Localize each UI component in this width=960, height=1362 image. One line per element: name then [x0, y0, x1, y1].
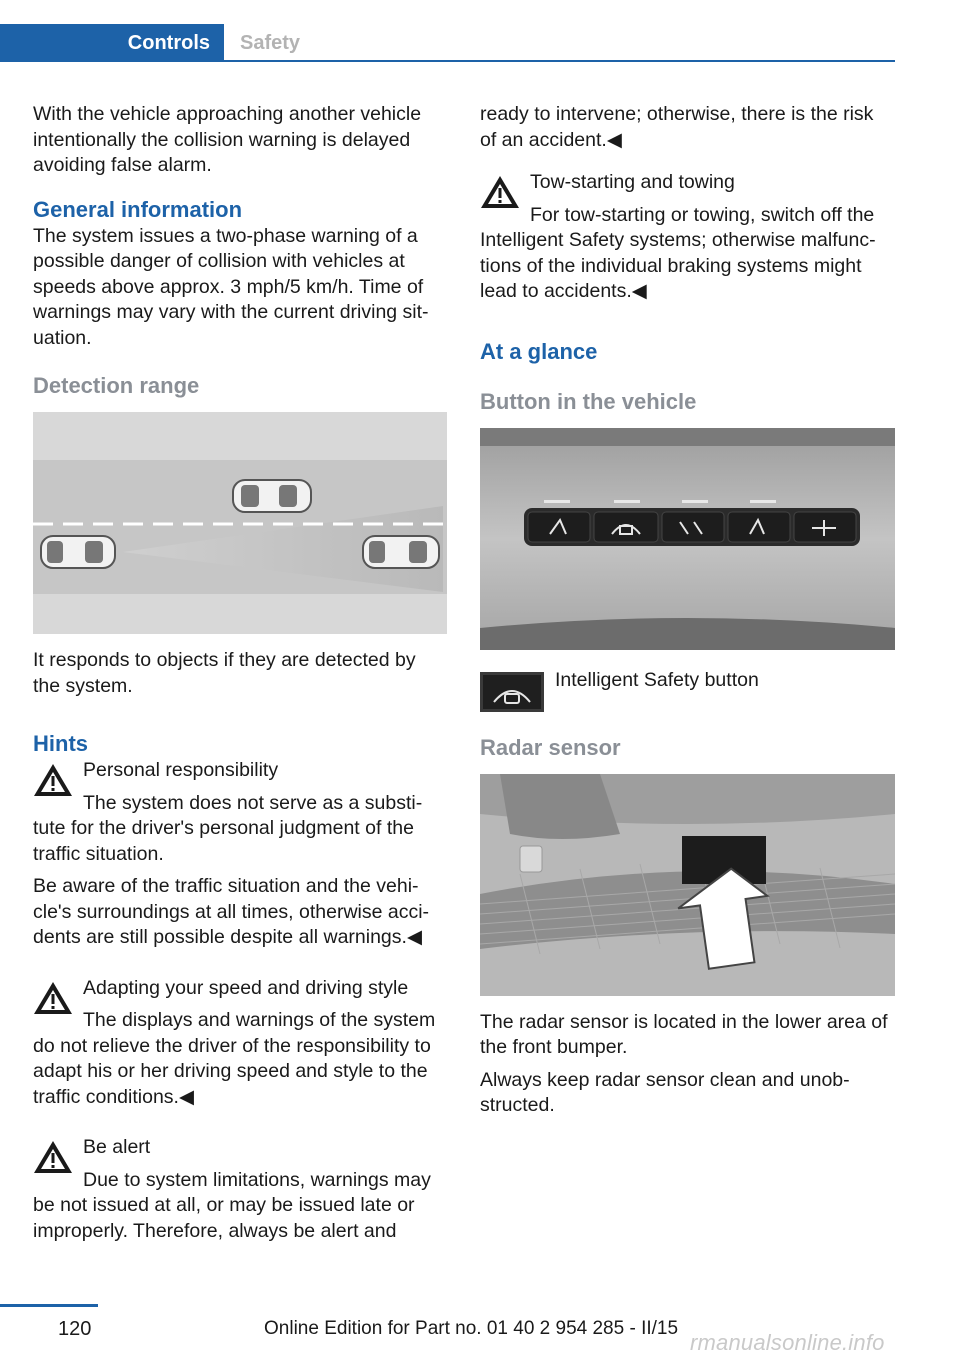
warning-adapting-speed — [33, 976, 445, 1111]
page-number: 120 — [58, 1318, 92, 1340]
button-heading: Button in the vehicle — [480, 388, 697, 414]
warning-text: Due to system limitations, warnings may be not issued at all, or may be issued late or improperly. Therefore, always be alert and — [33, 1168, 431, 1242]
hints-heading: Hints — [33, 731, 88, 756]
warning-text: The system does not serve as a substi‐tute for the driver's personal judgment of the traffic situation. — [33, 791, 423, 865]
general-heading: General information — [33, 196, 243, 222]
warning-triangle-icon — [33, 762, 73, 798]
intelligent-safety-button-icon — [480, 672, 544, 712]
warning-title: Personal responsibility — [83, 759, 279, 781]
tab-safety[interactable]: Safety — [240, 32, 301, 54]
watermark: rmanualsonline.info — [690, 1330, 885, 1355]
at-a-glance-heading: At a glance — [480, 338, 598, 364]
header-tabbar — [0, 24, 895, 62]
footer-rule — [0, 1304, 98, 1307]
warning-triangle-icon — [33, 1139, 73, 1175]
intro-paragraph: With the vehicle approaching another vehicle intentionally the collision warning is delayed avoiding false alarm. — [33, 103, 422, 176]
warning-triangle-icon — [33, 980, 73, 1016]
warning-text-2: Be aware of the traffic situation and the vehi‐cle's surroundings at all times, otherwise acci‐dents are still possible despite all warnings.◀ — [33, 875, 430, 948]
detection-heading: Detection range — [33, 373, 200, 398]
detection-caption: It responds to objects if they are detected by the system. — [33, 649, 416, 697]
detection-range-figure — [33, 412, 447, 634]
warning-personal-responsibility — [33, 758, 445, 951]
warning-triangle-icon — [480, 174, 520, 210]
radar-paragraph-1: The radar sensor is located in the lower area of the front bumper. — [480, 1010, 888, 1058]
radar-paragraph-2: Always keep radar sensor clean and unob‐structed. — [480, 1068, 850, 1116]
button-legend-row — [480, 668, 892, 712]
warning-be-alert — [33, 1135, 445, 1244]
warning-tow-starting — [480, 170, 892, 305]
warning-text: For tow-starting or towing, switch off the Intelligent Safety systems; otherwise malfunc‐tions of the individual braking systems might lead to accidents.◀ — [480, 203, 876, 302]
button-panel-figure — [480, 428, 895, 650]
button-label: Intelligent Safety button — [555, 668, 759, 691]
right-column — [480, 102, 892, 1126]
radar-heading: Radar sensor — [480, 734, 621, 760]
edition-text: Online Edition for Part no. 01 40 2 954 285 - II/15 — [264, 1318, 679, 1339]
warning-title: Adapting your speed and driving style — [83, 976, 409, 999]
warning-title: Tow-starting and towing — [530, 171, 735, 193]
continued-paragraph: ready to intervene; otherwise, there is the risk of an accident.◀ — [480, 103, 874, 151]
radar-sensor-figure — [480, 774, 895, 996]
warning-text: The displays and warnings of the system do not relieve the driver of the responsibility to adapt his or her driving speed and style to the traffic conditions.◀ — [33, 1009, 436, 1108]
warning-title: Be alert — [83, 1136, 151, 1158]
left-column — [33, 102, 445, 1251]
general-paragraph: The system issues a two-phase warning of a possible danger of collision with vehicles at speeds above approx. 3 mph/5 km/h. Time of warnings may vary with the current driving sit‐uation. — [33, 224, 429, 349]
tab-controls[interactable]: Controls — [0, 24, 224, 62]
